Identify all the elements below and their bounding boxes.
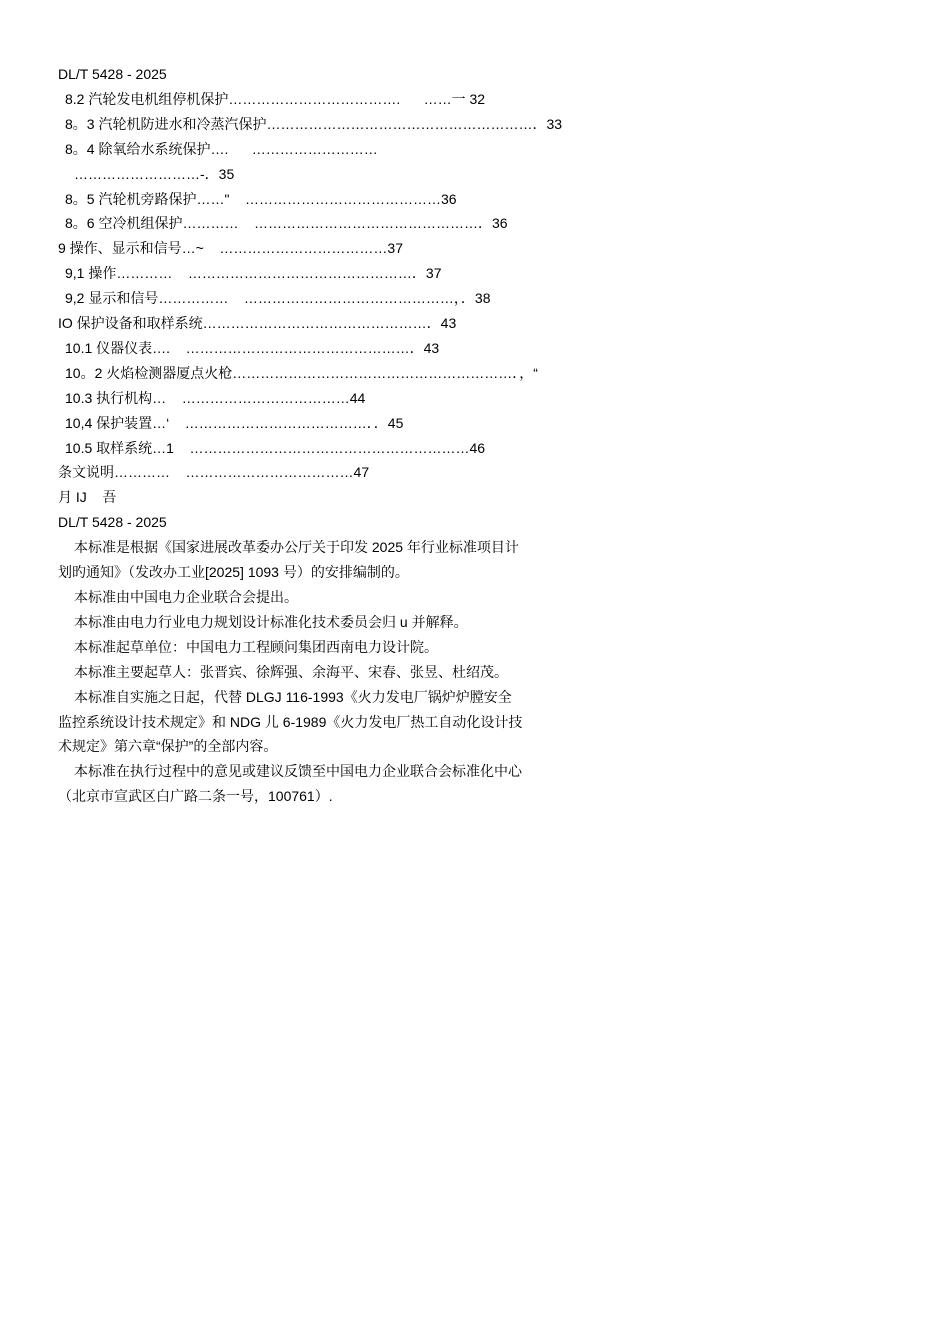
foreword-body (58, 535, 658, 809)
toc-chapter: IO 保护设备和取样系统…………………………………………．43 (58, 315, 457, 332)
toc-entry: 10.1 仪器仪表…. …………………………………………．43 (65, 339, 440, 356)
toc-entry: 8。5 汽轮机旁路保护……" ……………………………………36 (65, 190, 457, 207)
toc-entry: 9,1 操作………… …………………………………………．37 (65, 265, 442, 282)
document-page (58, 62, 658, 809)
document-header-code: DL/T 5428 - 2025 (58, 514, 167, 531)
toc-entry: 8.2 汽轮发电机组停机保护………………………………. ……一 32 (65, 90, 486, 107)
foreword-paragraph: 本标准由电力行业电力规划设计标准化技术委员会归 u 并解释。 (74, 613, 468, 630)
toc-entry: 10.5 取样系统…1 ……………………………………………………46 (65, 439, 486, 456)
toc-entry: 10。2 火焰检测器厦点火枪……………………………………………………．，“ (65, 364, 538, 381)
toc-entry: 8。6 空冷机组保护………… …………………………………………．36 (65, 215, 508, 232)
toc-entry: 8。4 除氧给水系统保护…. ……………………… (65, 140, 378, 157)
toc-entry: 8。3 汽轮机防进水和冷蒸汽保护…………………………………………………．33 (65, 115, 563, 132)
document-header-code: DL/T 5428 - 2025 (58, 66, 167, 82)
foreword-paragraph: 本标准是根据《国家进展改革委办公厅关于印发 2025 年行业标准项目计划旳通知》（发改办工业[2025] 1093 号）的安排编制的。 (58, 539, 519, 581)
foreword-paragraph: 本标准起草单位：中国电力工程顾问集团西南电力设计院。 (74, 638, 438, 655)
foreword-paragraph: 本标准由中国电力企业联合会提出。 (74, 589, 298, 605)
toc-entry: 10,4 保护装置…‘ …………………………………．．45 (65, 414, 404, 431)
foreword-paragraph: 本标准在执行过程中的意见或建议反馈至中国电力企业联合会标准化中心（北京市宣武区白广路二条一号，100761）. (58, 763, 522, 805)
toc-entry: 9,2 显示和信号…………… ………………………………………，．38 (65, 290, 491, 307)
toc-entry-continuation: ………………………-．35 (74, 165, 235, 182)
section-heading-foreword: 月 IJ 吾 (58, 489, 117, 506)
table-of-contents (58, 87, 658, 510)
toc-chapter: 9 操作、显示和信号…~ ………………………………37 (58, 240, 403, 257)
foreword-paragraph: 本标准自实施之日起，代替 DLGJ 116-1993《火力发电厂锅炉炉膛安全监控系统设计技术规定》和 NDG 儿 6-1989《火力发电厂热工自动化设计技术规定》第六章“保护”的全部内容。 (58, 688, 523, 755)
toc-chapter: 条文说明………… ………………………………47 (58, 464, 370, 481)
toc-entry: 10.3 执行机构… ………………………………44 (65, 389, 366, 406)
foreword-paragraph: 本标准主要起草人：张晋宾、徐辉强、余海平、宋春、张昱、杜绍茂。 (74, 663, 508, 680)
